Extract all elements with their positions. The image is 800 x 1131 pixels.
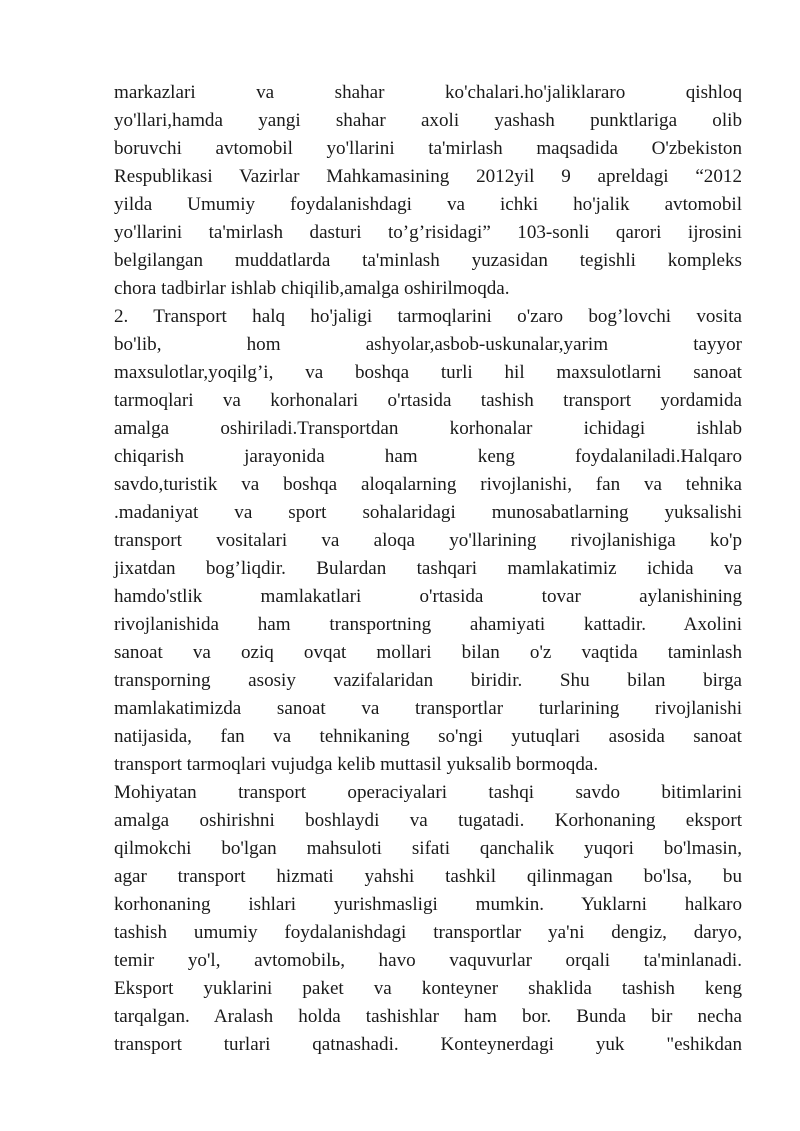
text-line: transport vositalari va aloqa yo'llarining rivojlanishiga ko'p — [114, 530, 742, 551]
text-line: yo'llari,hamda yangi shahar axoli yashash punktlariga olib — [114, 110, 742, 131]
text-line: mamlakatimizda sanoat va transportlar turlarining rivojlanishi — [114, 698, 742, 719]
text-line: chora tadbirlar ishlab chiqilib,amalga oshirilmoqda. — [114, 278, 510, 299]
text-line: Respublikasi Vazirlar Mahkamasining 2012yil 9 apreldagi “2012 — [114, 166, 742, 187]
text-line: transport turlari qatnashadi. Konteynerdagi yuk "eshikdan — [114, 1034, 742, 1055]
text-line: bo'lib, hom ashyolar,asbob-uskunalar,yarim tayyor — [114, 334, 742, 355]
text-line: tashish umumiy foydalanishdagi transportlar ya'ni dengiz, daryo, — [114, 922, 742, 943]
text-line: transport tarmoqlari vujudga kelib muttasil yuksalib bormoqda. — [114, 754, 599, 775]
text-line: belgilangan muddatlarda ta'minlash yuzasidan tegishli kompleks — [114, 250, 742, 271]
text-line: korhonaning ishlari yurishmasligi mumkin. Yuklarni halkaro — [114, 894, 742, 915]
text-line: Eksport yuklarini paket va konteyner shaklida tashish keng — [114, 978, 742, 999]
text-line: hamdo'stlik mamlakatlari o'rtasida tovar aylanishining — [114, 586, 742, 607]
text-line: sanoat va oziq ovqat mollari bilan o'z vaqtida taminlash — [114, 642, 742, 663]
text-line: amalga oshirishni boshlaydi va tugatadi. Korhonaning eksport — [114, 810, 742, 831]
text-line: natijasida, fan va tehnikaning so'ngi yutuqlari asosida sanoat — [114, 726, 742, 747]
text-line: amalga oshiriladi.Transportdan korhonalar ichidagi ishlab — [114, 418, 742, 439]
text-line: markazlari va shahar ko'chalari.ho'jaliklararo qishloq — [114, 82, 742, 103]
text-line: temir yo'l, avtomobilь, havo vaquvurlar orqali ta'minlanadi. — [114, 950, 742, 971]
document-page — [114, 79, 742, 1059]
text-line: rivojlanishida ham transportning ahamiyati kattadir. Axolini — [114, 614, 742, 635]
text-line: chiqarish jarayonida ham keng foydalaniladi.Halqaro — [114, 446, 742, 467]
text-line: yo'llarini ta'mirlash dasturi to’g’risidagi” 103-sonli qarori ijrosini — [114, 222, 742, 243]
text-line: agar transport hizmati yahshi tashkil qilinmagan bo'lsa, bu — [114, 866, 742, 887]
text-line: yilda Umumiy foydalanishdagi va ichki ho'jalik avtomobil — [114, 194, 742, 215]
text-line: Mohiyatan transport operaciyalari tashqi savdo bitimlarini — [114, 782, 742, 803]
text-line: .madaniyat va sport sohalaridagi munosabatlarning yuksalishi — [114, 502, 742, 523]
text-line: transporning asosiy vazifalaridan biridir. Shu bilan birga — [114, 670, 742, 691]
text-line: savdo,turistik va boshqa aloqalarning rivojlanishi, fan va tehnika — [114, 474, 742, 495]
text-line: boruvchi avtomobil yo'llarini ta'mirlash maqsadida O'zbekiston — [114, 138, 742, 159]
text-line: maxsulotlar,yoqilg’i, va boshqa turli hil maxsulotlarni sanoat — [114, 362, 742, 383]
text-line: tarmoqlari va korhonalari o'rtasida tashish transport yordamida — [114, 390, 742, 411]
text-line: 2. Transport halq ho'jaligi tarmoqlarini o'zaro bog’lovchi vosita — [114, 306, 742, 327]
text-line: jixatdan bog’liqdir. Bulardan tashqari mamlakatimiz ichida va — [114, 558, 742, 579]
text-line: qilmokchi bo'lgan mahsuloti sifati qanchalik yuqori bo'lmasin, — [114, 838, 742, 859]
text-line: tarqalgan. Aralash holda tashishlar ham bor. Bunda bir necha — [114, 1006, 742, 1027]
